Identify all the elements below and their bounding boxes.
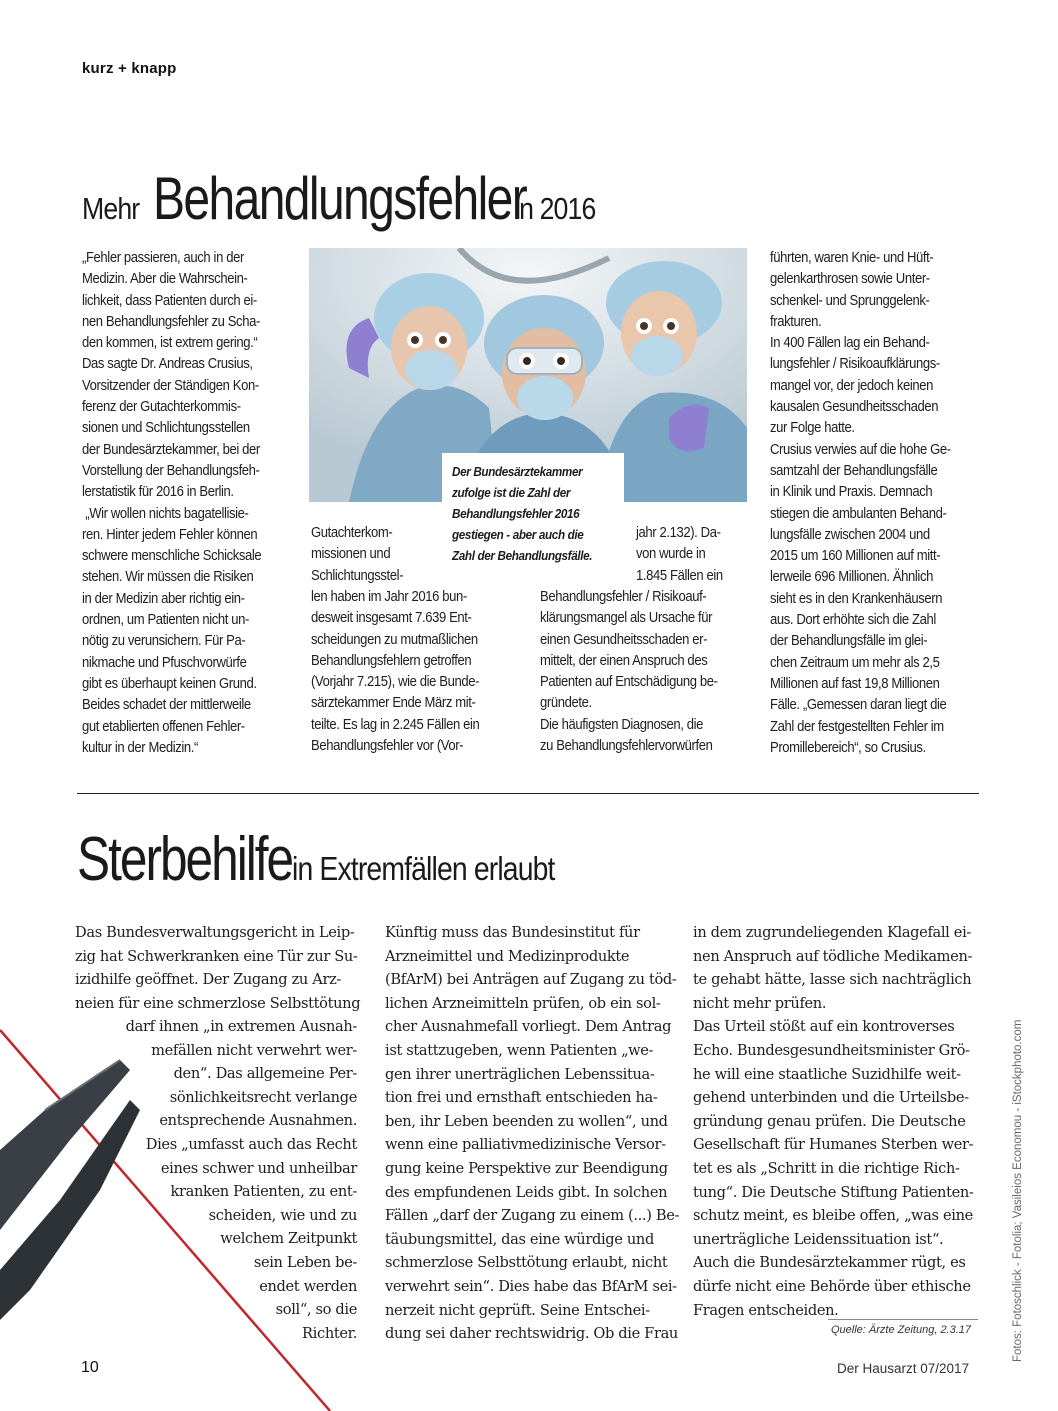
section-divider xyxy=(77,793,979,794)
article1-column-3: Behandlungsfehler / Risikoauf- klärungsmangel als Ursache für einen Gesundheitsschaden er- mittelt, der einen Anspruch des Patienten auf Entschädigung be- gründete. Die häufigsten Diagnosen, die zu Behandlungsfehlervorwürfen xyxy=(540,588,718,755)
page-number: 10 xyxy=(81,1359,99,1376)
article1-headline xyxy=(82,164,609,232)
headline-pre: Mehr xyxy=(82,191,140,226)
headline2-main: Sterbehilfe xyxy=(77,825,293,894)
article1-column-1: „Fehler passieren, auch in der Medizin. Aber die Wahrschein- lichkeit, dass Patienten durch ei- nen Behandlungsfehler zu Scha- den kommen, ist extrem gering.“ Das sagte Dr. Andreas Crusius, Vorsitzender der Ständigen Kon- ferenz der Gutachterkommis- sionen und Schlichtungsstellen der Bundesärztekammer, bei der Vorstellung der Behandlungsfeh- lerstatistik für 2016 in Berlin. „Wir wollen nichts bagatellisie- ren. Hinter jedem Fehler können schwere menschliche Schicksale stehen. Wir müssen die Risiken in der Medizin aber richtig ein- ordnen, um Patienten nicht un- nötig zu verunsichern. Für Pa- nikmache und Pfuschvorwürfe gibt es überhaupt keinen Grund. Beides schadet der mittlerweile gut etablierten offenen Fehler- kultur in der Medizin.“ xyxy=(82,249,262,756)
article1-column-2-top: Gutachterkom- missionen und Schlichtungsstel- xyxy=(311,524,404,584)
magazine-issue: Der Hausarzt 07/2017 xyxy=(837,1361,970,1376)
article2-column-1: darf ihnen „in extremen Ausnah- mefällen nicht verwehrt wer- den“. Das allgemeine Per- sönlichkeitsrecht verlange entsprechende Ausnahmen. Dies „umfasst auch das Recht eines schwer und unheilbar kranken Patienten, zu ent- scheiden, wie und zu welchem Zeitpunkt sein Leben be- endet werden soll“, so die Richter. xyxy=(125,1018,357,1342)
photo-caption: Der Bundesärztekammer zufolge ist die Zahl der Behandlungsfehler 2016 gestiegen - aber auch die Zahl der Behandlungsfälle. xyxy=(452,464,593,563)
article2-column-1-top: Das Bundesverwaltungsgericht in Leip- zig hat Schwerkranken eine Tür zur Su- izidhilfe geöffnet. Der Zugang zu Arz- neien für eine schmerzlose Selbsttötung xyxy=(75,924,361,1012)
source-note: Quelle: Ärzte Zeitung, 2.3.17 xyxy=(831,1324,972,1336)
section-label: kurz + knapp xyxy=(82,60,177,77)
article2-column-2: Künftig muss das Bundesinstitut für Arzneimittel und Medizinprodukte (BfArM) bei Anträgen auf Zugang zu töd- lichen Arzneimitteln prüfen, ob ein sol- cher Ausnahmefall vorliegt. Dem Antrag ist stattzugeben, wenn Patienten „we- gen ihrer unerträglichen Lebenssitua- tion frei und ernsthaft entschieden ha- ben, ihr Leben beenden zu wollen“, und wenn eine palliativmedizinische Versor- gung keine Perspektive zur Beendigung des empfundenen Leids gibt. In solchen Fällen „darf der Zugang zu einem (...) Be- täubungsmittel, das eine würdige und schmerzlose Selbsttötung erlaubt, nicht verwehrt sein“. Dies habe das BfArM sei- nerzeit nicht geprüft. Seine Entschei- dung sei daher rechtswidrig. Ob die Frau xyxy=(385,924,680,1343)
photo-caption-box xyxy=(442,453,624,567)
photo-credits: Fotos: Fotoschlick - Fotolia; Vasileios Economou - iStockphoto.com xyxy=(1012,1019,1024,1362)
source-rule xyxy=(828,1319,978,1320)
article1-column-2: len haben im Jahr 2016 bun- desweit insgesamt 7.639 Ent- scheidungen zu mutmaßlichen Behandlungsfehlern getroffen (Vorjahr 7.215), wie die Bunde- särztekammer Ende März mit- teilte. Es lag in 2.245 Fällen ein Behandlungsfehler vor (Vor- xyxy=(311,588,480,755)
article2-column-3: in dem zugrundeliegenden Klagefall ei- nen Anspruch auf tödliche Medikamen- te gehabt hätte, lasse sich nachträglich nicht mehr prüfen. Das Urteil stößt auf ein kontroverses Echo. Bundesgesundheitsminister Grö- he will eine staatliche Suzidhilfe weit- gehend unterbinden und die Urteilsbe- gründung genau prüfen. Die Deutsche Gesellschaft für Humanes Sterben wer- tet es als „Schritt in die richtige Rich- tung“. Die Deutsche Stiftung Patienten- schutz meint, es bleibe offen, „was eine unerträgliche Leidenssituation ist“. Auch die Bundesärztekammer rügt, es dürfe nicht eine Behörde über ethische Fragen entscheiden. xyxy=(693,924,974,1319)
headline-post: in 2016 xyxy=(513,191,596,226)
article1-column-3-top: jahr 2.132). Da- von wurde in 1.845 Fällen ein xyxy=(636,524,723,584)
headline2-post: in Extremfällen erlaubt xyxy=(292,850,555,887)
headline-main: Behandlungsfehler xyxy=(153,165,527,232)
article2-headline xyxy=(77,824,598,895)
article1-column-4: führten, waren Knie- und Hüft- gelenkarthrosen sowie Unter- schenkel- und Sprunggelenk- frakturen. In 400 Fällen lag ein Behand- lungsfehler / Risikoaufklärungs- mangel vor, der jedoch keinen kausalen Gesundheitsschaden zur Folge hatte. Crusius verwies auf die hohe Ge- samtzahl der Behandlungsfälle in Klinik und Praxis. Demnach stiegen die ambulanten Behand- lungsfälle zwischen 2004 und 2015 um 160 Millionen auf mitt- lerweile 696 Millionen. Ähnlich sieht es in den Krankenhäusern aus. Dort erhöhte sich die Zahl der Behandlungsfälle im glei- chen Zeitraum um mehr als 2,5 Millionen auf fast 19,8 Millionen Fälle. „Gemessen daran liegt die Zahl der festgestellten Fehler im Promillebereich“, so Crusius. xyxy=(770,249,951,756)
